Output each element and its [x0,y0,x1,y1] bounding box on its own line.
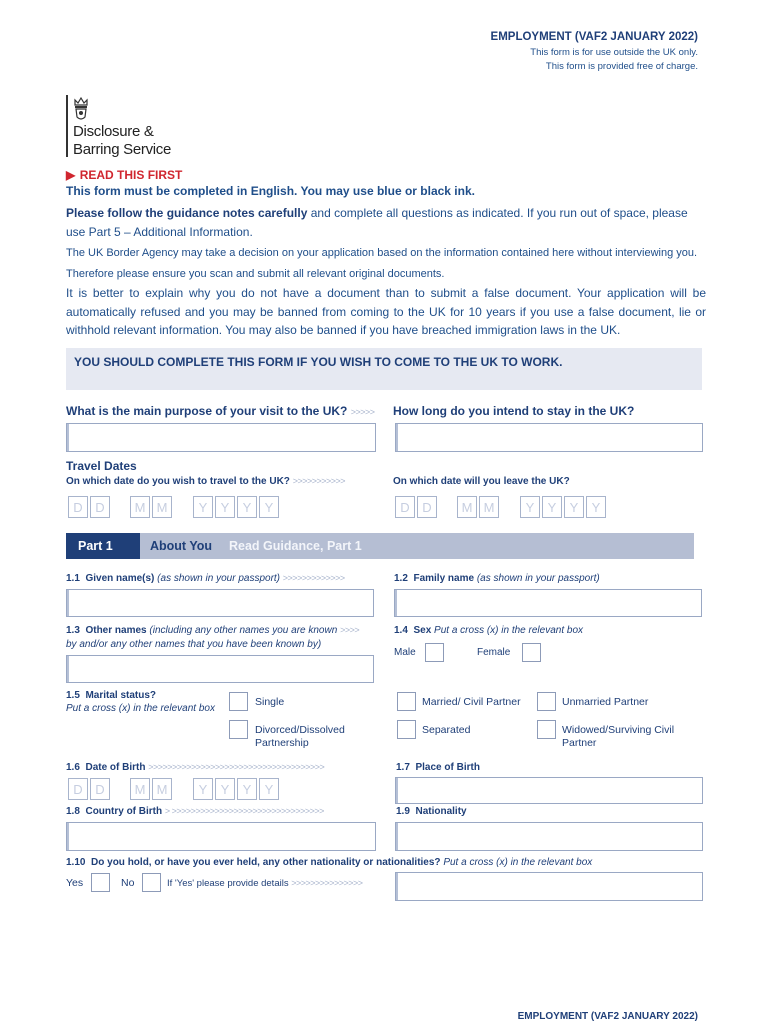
logo-text-line1: Disclosure & [73,123,154,140]
q-number: 1.8 [66,806,80,817]
travel-date-question [66,476,345,487]
family-name-label [394,573,600,584]
day-cell[interactable]: D [417,496,437,518]
place-of-birth-label [396,762,480,773]
month-cell[interactable]: M [152,496,172,518]
year-cell[interactable]: Y [193,496,213,518]
q-label: Country of Birth [85,806,163,817]
day-cell[interactable]: D [90,496,110,518]
single-label: Single [255,696,285,708]
q-number: 1.3 [66,625,80,636]
q-number: 1.9 [396,806,410,817]
other-nationality-details-input[interactable] [395,872,703,901]
dob-day[interactable] [68,778,110,800]
year-cell[interactable]: Y [564,496,584,518]
given-name-chevrons: >>>>>>>>>>>>> [282,573,345,583]
stay-question: How long do you intend to stay in the UK? [393,404,635,418]
male-label: Male [394,647,416,658]
q-number: 1.5 [66,690,80,701]
read-first-label: READ THIS FIRST [79,168,183,182]
logo-text-line2: Barring Service [73,141,172,158]
year-cell[interactable]: Y [237,778,257,800]
intro-false-document: It is better to explain why you do not have a document than to submit a false document. Your application will be automatically refused and you may be banned from coming to the UK for 10 years if you use a false document, lie or withhold relevant information. You may also be banned if you have breached immigration laws in the UK. [66,286,706,337]
year-cell[interactable]: Y [259,778,279,800]
no-label: No [121,877,135,889]
if-yes-label [167,878,363,889]
stay-length-input[interactable] [395,423,703,452]
travel-dates-heading: Travel Dates [66,459,137,473]
q-label: Sex [413,625,432,636]
q-note: by and/or any other names that you have been known by) [66,639,322,650]
part1-title: About You [150,539,213,553]
triangle-right-icon: ▶ [66,168,76,182]
travel-date-chevrons: >>>>>>>>>>> [292,476,346,486]
footer-form-title: EMPLOYMENT (VAF2 JANUARY 2022) [517,1011,698,1022]
intro-guidance-bold: Please follow the guidance notes carefully [66,206,308,220]
day-cell[interactable]: D [395,496,415,518]
work-banner [66,348,702,390]
dob-label [66,762,324,773]
dob-year[interactable] [193,778,279,800]
other-names-note [66,639,321,650]
q-note: (as shown in your passport) [157,573,281,584]
purpose-question-text: What is the main purpose of your visit to the UK? [66,404,348,418]
separated-label: Separated [422,724,471,736]
marital-status-note [66,703,215,714]
q-note: Put a cross (x) in the relevant box [434,625,584,636]
year-cell[interactable]: Y [215,778,235,800]
yes-checkbox[interactable] [91,873,110,892]
nationality-input[interactable] [395,822,703,851]
year-cell[interactable]: Y [237,496,257,518]
month-cell[interactable]: M [130,778,150,800]
q-number: 1.2 [394,573,408,584]
intro-guidance [66,204,706,241]
leave-date-day[interactable] [395,496,437,518]
married-checkbox[interactable] [397,692,416,711]
q-number: 1.1 [66,573,80,584]
nationality-label [396,806,467,817]
work-banner-text: YOU SHOULD COMPLETE THIS FORM IF YOU WISH TO COME TO THE UK TO WORK. [74,355,563,369]
q-number: 1.7 [396,762,410,773]
q-label: Marital status? [85,690,157,701]
yes-label: Yes [66,877,84,889]
q-number: 1.10 [66,857,86,868]
female-checkbox[interactable] [522,643,541,662]
single-checkbox[interactable] [229,692,248,711]
q-number: 1.4 [394,625,408,636]
divorced-label: Divorced/Dissolved Partnership [255,724,345,749]
q-label: Nationality [415,806,467,817]
female-label: Female [477,647,511,658]
widowed-label: Widowed/Surviving Civil Partner [562,724,675,749]
month-cell[interactable]: M [152,778,172,800]
intro-guidance-rest: and complete all questions as indicated. If you run out of space, please use Part 5 – Additional Information. [66,206,688,239]
no-checkbox[interactable] [142,873,161,892]
year-cell[interactable]: Y [520,496,540,518]
place-of-birth-input[interactable] [395,777,703,804]
leave-date-year[interactable] [520,496,606,518]
widowed-checkbox[interactable] [537,720,556,739]
country-of-birth-input[interactable] [66,822,376,851]
other-names-input[interactable] [66,655,374,683]
q-label: Place of Birth [415,762,480,773]
travel-date-year[interactable] [193,496,279,518]
intro-border-agency: The UK Border Agency may take a decision on your application based on the information contained here without interviewing you. Therefore please ensure you scan and submit all relevant original documents. [66,247,698,280]
q-note: (as shown in your passport) [476,573,600,584]
travel-date-question-text: On which date do you wish to travel to the UK? [66,476,290,487]
dob-month[interactable] [130,778,172,800]
if-yes-text: If 'Yes' please provide details [167,878,289,889]
marital-status-label [66,690,156,701]
given-name-label [66,573,345,584]
q-note: Put a cross (x) in the relevant box [66,703,215,714]
q-note: Put a cross (x) in the relevant box [443,857,593,868]
other-names-label [66,625,359,636]
married-label: Married/ Civil Partner [422,696,521,708]
year-cell[interactable]: Y [193,778,213,800]
other-names-chevrons: >>>> [340,625,360,635]
family-name-input[interactable] [394,589,702,617]
intro-english-ink: This form must be completed in English. You may use blue or black ink. [66,184,475,198]
leave-date-question: On which date will you leave the UK? [393,476,570,487]
travel-date-month[interactable] [130,496,172,518]
month-cell[interactable]: M [457,496,477,518]
country-of-birth-chevrons: > >>>>>>>>>>>>>>>>>>>>>>>>>>>>>>>> [164,806,324,816]
separated-checkbox[interactable] [397,720,416,739]
purpose-chevrons: >>>>> [350,407,375,417]
header-note-outside-uk: This form is for use outside the UK only. [530,47,698,58]
q-label: Other names [85,625,147,636]
leave-date-month[interactable] [457,496,499,518]
crown-crest-icon [72,95,90,126]
q-label: Do you hold, or have you ever held, any other nationality or nationalities? [91,857,441,868]
part1-guidance-link[interactable]: Read Guidance, Part 1 [229,539,362,553]
logo-divider [66,95,68,157]
q-label: Given name(s) [85,573,155,584]
unmarried-label: Unmarried Partner [562,696,649,708]
other-nationality-label [66,857,592,868]
year-cell[interactable]: Y [542,496,562,518]
dob-chevrons: >>>>>>>>>>>>>>>>>>>>>>>>>>>>>>>>>>>>> [148,762,325,772]
month-cell[interactable]: M [479,496,499,518]
purpose-question [66,404,374,418]
year-cell[interactable]: Y [215,496,235,518]
q-label: Family name [413,573,475,584]
year-cell[interactable]: Y [259,496,279,518]
divorced-checkbox[interactable] [229,720,248,739]
day-cell[interactable]: D [68,496,88,518]
year-cell[interactable]: Y [586,496,606,518]
if-yes-chevrons: >>>>>>>>>>>>>>> [291,878,363,888]
form-title: EMPLOYMENT (VAF2 JANUARY 2022) [490,31,698,43]
purpose-input[interactable] [66,423,376,452]
country-of-birth-label [66,806,324,817]
sex-label [394,625,583,636]
male-checkbox[interactable] [425,643,444,662]
unmarried-checkbox[interactable] [537,692,556,711]
day-cell[interactable]: D [68,778,88,800]
q-number: 1.6 [66,762,80,773]
given-name-input[interactable] [66,589,374,617]
q-label: Date of Birth [85,762,146,773]
day-cell[interactable]: D [90,778,110,800]
month-cell[interactable]: M [130,496,150,518]
part1-tab: Part 1 [66,533,140,559]
travel-date-day[interactable] [68,496,110,518]
q-note: (including any other names you are known [149,625,338,636]
header-note-free: This form is provided free of charge. [545,61,698,72]
